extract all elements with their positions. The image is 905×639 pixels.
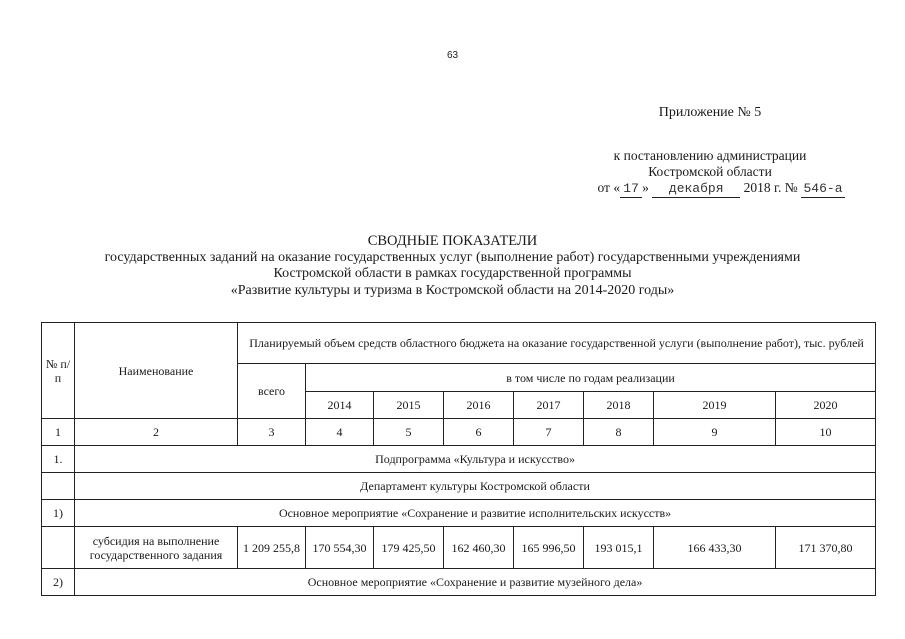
- measure-num: 2): [42, 569, 75, 596]
- department-title: Департамент культуры Костромской области: [75, 473, 876, 500]
- decree-from: от «: [597, 180, 621, 195]
- subsidy-name: субсидия на выполнение государственного задания: [75, 527, 238, 569]
- decree-year: 2018 г. №: [743, 180, 798, 195]
- empty-cell: [42, 527, 75, 569]
- index-cell: 7: [514, 419, 584, 446]
- header-name: Наименование: [75, 323, 238, 419]
- document-heading: [0, 233, 905, 299]
- heading-line-2: Костромской области в рамках государственной программы: [273, 266, 632, 281]
- decree-number: 546-а: [801, 181, 845, 198]
- subsidy-value: 162 460,30: [444, 527, 514, 569]
- empty-cell: [42, 473, 75, 500]
- index-cell: 4: [306, 419, 374, 446]
- index-cell: 1: [42, 419, 75, 446]
- indicators-table: [41, 322, 876, 596]
- year-cell: 2015: [374, 392, 444, 419]
- decree-quote-close: »: [642, 180, 649, 195]
- index-cell: 2: [75, 419, 238, 446]
- decree-block: [575, 148, 845, 198]
- decree-line-2: Костромской области: [648, 164, 772, 179]
- appendix-label: Приложение № 5: [658, 105, 762, 120]
- subprogram-title: Подпрограмма «Культура и искусство»: [75, 446, 876, 473]
- index-cell: 10: [776, 419, 876, 446]
- year-cell: 2018: [584, 392, 654, 419]
- page-number: 63: [446, 50, 459, 61]
- decree-line-1: к постановлению администрации: [613, 148, 807, 163]
- measure-title: Основное мероприятие «Сохранение и развитие исполнительских искусств»: [75, 500, 876, 527]
- subsidy-value: 171 370,80: [776, 527, 876, 569]
- decree-day: 17: [620, 181, 642, 198]
- header-total: всего: [238, 364, 306, 419]
- subsidy-value: 170 554,30: [306, 527, 374, 569]
- year-cell: 2014: [306, 392, 374, 419]
- measure-title: Основное мероприятие «Сохранение и развитие музейного дела»: [75, 569, 876, 596]
- year-cell: 2020: [776, 392, 876, 419]
- year-cell: 2016: [444, 392, 514, 419]
- header-by-years: в том числе по годам реализации: [306, 364, 876, 392]
- subsidy-value: 179 425,50: [374, 527, 444, 569]
- heading-line-3: «Развитие культуры и туризма в Костромской области на 2014-2020 годы»: [230, 282, 675, 298]
- subsidy-value: 165 996,50: [514, 527, 584, 569]
- subsidy-value: 1 209 255,8: [238, 527, 306, 569]
- year-cell: 2017: [514, 392, 584, 419]
- decree-month: декабря: [652, 181, 740, 198]
- heading-line-1: государственных заданий на оказание государственных услуг (выполнение работ) государственными учреждениями: [104, 249, 801, 265]
- decree-date-line: [575, 180, 845, 198]
- index-cell: 3: [238, 419, 306, 446]
- subsidy-value: 193 015,1: [584, 527, 654, 569]
- measure-num: 1): [42, 500, 75, 527]
- index-cell: 9: [654, 419, 776, 446]
- index-cell: 6: [444, 419, 514, 446]
- heading-title: СВОДНЫЕ ПОКАЗАТЕЛИ: [367, 233, 538, 249]
- header-budget: Планируемый объем средств областного бюджета на оказание государственной услуги (выполнение работ), тыс. рублей: [238, 323, 876, 364]
- subprogram-num: 1.: [42, 446, 75, 473]
- header-num: № п/п: [42, 323, 75, 419]
- year-cell: 2019: [654, 392, 776, 419]
- index-cell: 5: [374, 419, 444, 446]
- subsidy-value: 166 433,30: [654, 527, 776, 569]
- index-cell: 8: [584, 419, 654, 446]
